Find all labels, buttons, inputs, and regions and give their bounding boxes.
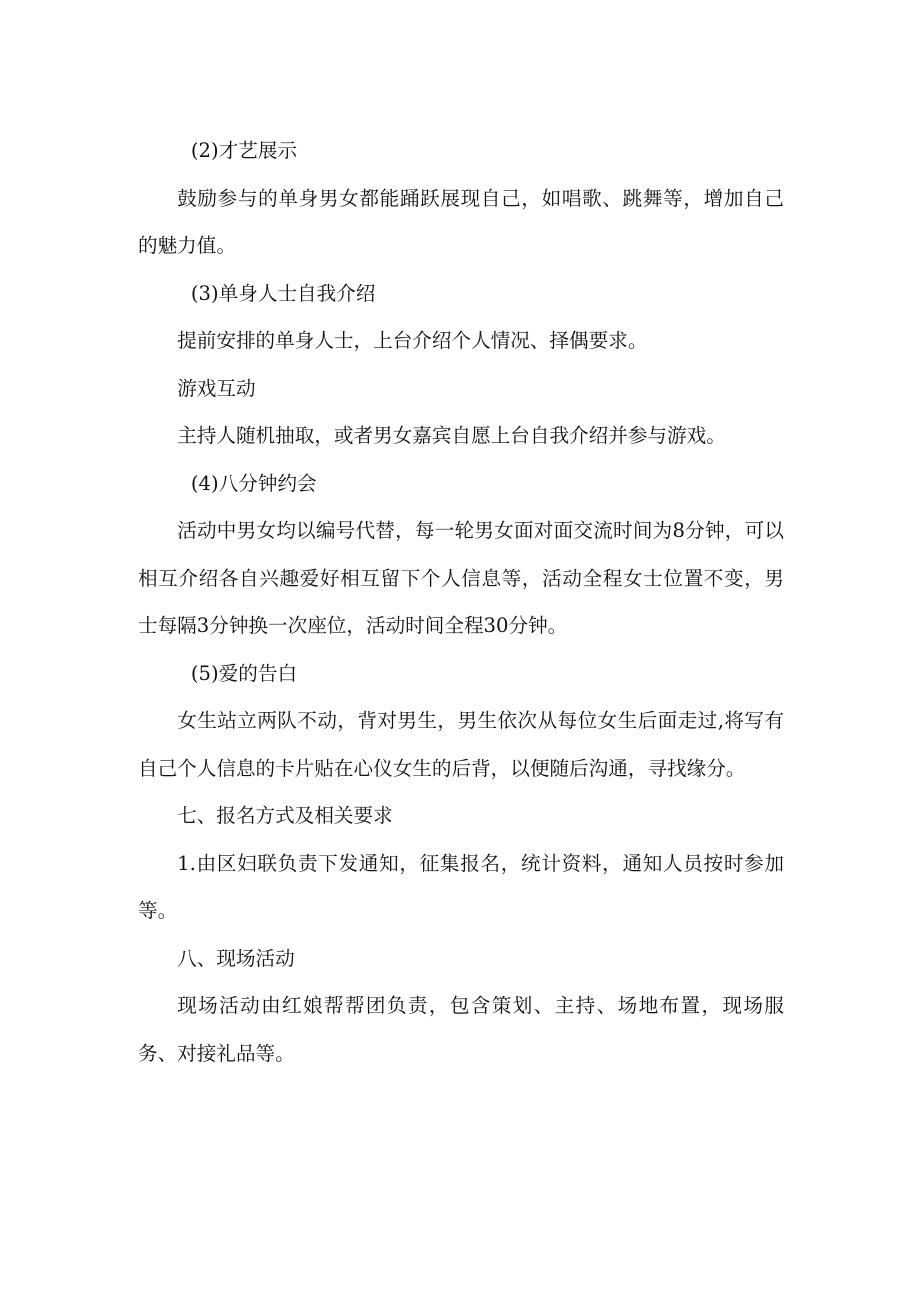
heading-talent-show: (2)才艺展示 <box>190 139 298 162</box>
paragraph-eight-minute-date: 活动中男女均以编号代替，每一轮男女面对面交流时间为8分钟，可以相互介绍各自兴趣爱好相互留下个人信息等，活动全程女士位置不变，男士每隔3分钟换一次座位，活动时间全程30分钟。 <box>138 519 784 637</box>
heading-self-introduction: (3)单身人士自我介绍 <box>190 281 376 305</box>
document-body <box>138 127 784 1077</box>
paragraph-game-interaction: 主持人随机抽取，或者男女嘉宾自愿上台自我介绍并参与游戏。 <box>177 424 726 447</box>
heading-eight-minute-date: (4)八分钟约会 <box>190 471 317 495</box>
heading-game-interaction: 游戏互动 <box>177 376 256 400</box>
heading-onsite-activity: 八、现场活动 <box>177 946 295 970</box>
heading-love-confession: (5)爱的告白 <box>190 661 298 685</box>
paragraph-registration: 1.由区妇联负责下发通知，征集报名，统计资料，通知人员按时参加等。 <box>138 851 784 922</box>
heading-registration: 七、报名方式及相关要求 <box>177 804 393 827</box>
paragraph-self-introduction: 提前安排的单身人士，上台介绍个人情况、择偶要求。 <box>177 329 648 352</box>
paragraph-onsite-activity: 现场活动由红娘帮帮团负责，包含策划、主持、场地布置，现场服务、对接礼品等。 <box>138 994 784 1065</box>
paragraph-love-confession: 女生站立两队不动，背对男生，男生依次从每位女生后面走过,将写有自己个人信息的卡片贴在心仪女生的后背，以便随后沟通，寻找缘分。 <box>138 709 784 780</box>
paragraph-talent-show: 鼓励参与的单身男女都能踊跃展现自己，如唱歌、跳舞等，增加自己的魅力值。 <box>138 186 784 257</box>
